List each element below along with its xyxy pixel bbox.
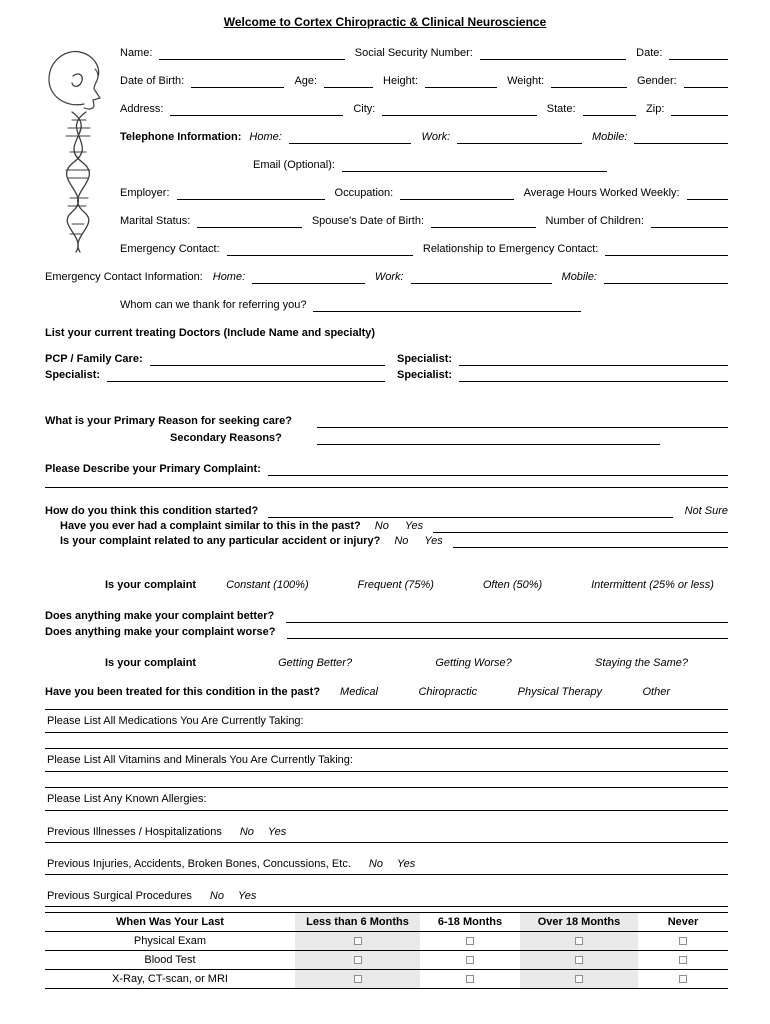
similar-complaint-label: Have you ever had a complaint similar to this in the past? bbox=[60, 520, 361, 532]
medications-section[interactable] bbox=[45, 709, 728, 733]
emergency-mobile-field[interactable] bbox=[604, 271, 728, 284]
emergency-home-field[interactable] bbox=[252, 271, 365, 284]
home-phone-label: Home: bbox=[249, 131, 282, 143]
describe-complaint-field[interactable] bbox=[268, 463, 728, 476]
children-label: Number of Children: bbox=[545, 215, 644, 227]
accident-no-option[interactable]: No bbox=[394, 535, 409, 547]
vitamins-section[interactable] bbox=[45, 748, 728, 772]
row-dob-age-height-weight-gender bbox=[120, 75, 728, 88]
accident-related-label: Is your complaint related to any particular accident or injury? bbox=[60, 535, 381, 547]
row-referral bbox=[120, 299, 728, 312]
table-row-physical-exam bbox=[45, 932, 728, 951]
city-label: City: bbox=[353, 103, 376, 115]
checkbox-xray-never[interactable] bbox=[679, 975, 687, 983]
specialist-col bbox=[45, 369, 397, 382]
emergency-mobile-label: Mobile: bbox=[561, 271, 597, 283]
frequency-frequent-option[interactable]: Frequent (75%) bbox=[357, 579, 434, 591]
row-name-ssn-date bbox=[120, 47, 728, 60]
previous-injuries-label: Previous Injuries, Accidents, Broken Bones, Concussions, Etc. bbox=[47, 858, 351, 870]
row-emergency-contact bbox=[120, 243, 728, 256]
zip-field[interactable] bbox=[671, 103, 728, 116]
date-label: Date: bbox=[636, 47, 663, 59]
emergency-relationship-field[interactable] bbox=[605, 243, 728, 256]
telephone-label: Telephone Information: bbox=[120, 131, 242, 143]
date-field[interactable] bbox=[669, 47, 728, 60]
trend-getting-worse-option[interactable]: Getting Worse? bbox=[435, 657, 512, 669]
illnesses-yes-option[interactable]: Yes bbox=[267, 826, 287, 838]
row-secondary-reasons bbox=[170, 432, 728, 445]
trend-options bbox=[278, 657, 728, 670]
specialist-1-field[interactable] bbox=[459, 353, 728, 366]
employer-label: Employer: bbox=[120, 187, 170, 199]
ssn-label: Social Security Number: bbox=[354, 47, 473, 59]
trend-staying-same-option[interactable]: Staying the Same? bbox=[595, 657, 688, 669]
checkbox-blood-test-over-18[interactable] bbox=[575, 956, 583, 964]
work-phone-label: Work: bbox=[421, 131, 451, 143]
secondary-reasons-field[interactable] bbox=[317, 432, 660, 445]
allergies-section[interactable] bbox=[45, 787, 728, 811]
row-complaint-better bbox=[45, 610, 728, 623]
surgical-yes-option[interactable]: Yes bbox=[237, 890, 257, 902]
gender-field[interactable] bbox=[684, 75, 728, 88]
specialist-3-label: Specialist: bbox=[397, 369, 453, 381]
treatment-chiropractic-option[interactable]: Chiropractic bbox=[418, 686, 478, 698]
avg-hours-field[interactable] bbox=[687, 187, 728, 200]
blood-test-label: Blood Test bbox=[45, 951, 295, 970]
specialist-1-label: Specialist: bbox=[397, 353, 453, 365]
not-sure-option[interactable]: Not Sure bbox=[684, 505, 728, 517]
frequency-intermittent-option[interactable]: Intermittent (25% or less) bbox=[591, 579, 714, 591]
treatment-options bbox=[340, 686, 728, 699]
row-previous-surgical bbox=[45, 890, 728, 907]
row-similar-complaint bbox=[60, 520, 728, 533]
table-row-xray bbox=[45, 970, 728, 989]
similar-no-option[interactable]: No bbox=[374, 520, 389, 532]
header-never: Never bbox=[638, 913, 728, 932]
spouse-dob-field[interactable] bbox=[431, 215, 536, 228]
weight-label: Weight: bbox=[507, 75, 545, 87]
employer-field[interactable] bbox=[177, 187, 325, 200]
emergency-relationship-label: Relationship to Emergency Contact: bbox=[422, 243, 599, 255]
row-email bbox=[253, 159, 728, 172]
pcp-label: PCP / Family Care: bbox=[45, 353, 143, 365]
checkbox-xray-6-18[interactable] bbox=[466, 975, 474, 983]
accident-related-field[interactable] bbox=[453, 535, 728, 548]
checkbox-physical-exam-never[interactable] bbox=[679, 937, 687, 945]
complaint-worse-field[interactable] bbox=[287, 626, 728, 639]
header-when-was-your-last: When Was Your Last bbox=[45, 913, 295, 932]
row-describe-complaint bbox=[45, 463, 728, 476]
marital-status-label: Marital Status: bbox=[120, 215, 191, 227]
header-6-18-months: 6-18 Months bbox=[420, 913, 520, 932]
email-field[interactable] bbox=[342, 159, 607, 172]
treatment-physical-therapy-option[interactable]: Physical Therapy bbox=[517, 686, 602, 698]
emergency-info-label: Emergency Contact Information: bbox=[45, 271, 203, 283]
personal-info-block bbox=[120, 47, 728, 256]
checkbox-blood-test-never[interactable] bbox=[679, 956, 687, 964]
treatment-other-option[interactable]: Other bbox=[642, 686, 670, 698]
row-treated-past bbox=[45, 686, 728, 699]
avg-hours-label: Average Hours Worked Weekly: bbox=[523, 187, 680, 199]
occupation-field[interactable] bbox=[400, 187, 513, 200]
checkbox-physical-exam-over-18[interactable] bbox=[575, 937, 583, 945]
height-field[interactable] bbox=[425, 75, 497, 88]
referral-field[interactable] bbox=[313, 299, 581, 312]
row-specialists bbox=[45, 369, 728, 382]
frequency-constant-option[interactable]: Constant (100%) bbox=[226, 579, 309, 591]
children-field[interactable] bbox=[651, 215, 728, 228]
height-label: Height: bbox=[383, 75, 418, 87]
xray-label: X-Ray, CT-scan, or MRI bbox=[45, 970, 295, 989]
complaint-better-label: Does anything make your complaint better? bbox=[45, 610, 275, 622]
row-condition-started bbox=[45, 505, 728, 518]
city-field[interactable] bbox=[382, 103, 536, 116]
row-complaint-worse bbox=[45, 626, 728, 639]
address-field[interactable] bbox=[170, 103, 343, 116]
doctors-heading: List your current treating Doctors (Include Name and specialty) bbox=[45, 327, 376, 339]
medications-label: Please List All Medications You Are Currently Taking: bbox=[47, 715, 304, 727]
frequency-options bbox=[226, 579, 728, 592]
row-pcp bbox=[45, 353, 728, 366]
checkbox-physical-exam-less-6[interactable] bbox=[354, 937, 362, 945]
allergies-label: Please List Any Known Allergies: bbox=[47, 793, 207, 805]
emergency-home-label: Home: bbox=[212, 271, 246, 283]
home-phone-field[interactable] bbox=[289, 131, 412, 144]
row-previous-illnesses bbox=[45, 826, 728, 843]
work-phone-field[interactable] bbox=[457, 131, 582, 144]
row-primary-reason bbox=[45, 415, 728, 428]
marital-status-field[interactable] bbox=[197, 215, 302, 228]
checkbox-physical-exam-6-18[interactable] bbox=[466, 937, 474, 945]
condition-started-label: How do you think this condition started? bbox=[45, 505, 259, 517]
checkbox-blood-test-less-6[interactable] bbox=[354, 956, 362, 964]
row-marital bbox=[120, 215, 728, 228]
age-label: Age: bbox=[294, 75, 318, 87]
when-was-your-last-table bbox=[45, 912, 728, 989]
secondary-reasons-label: Secondary Reasons? bbox=[170, 432, 282, 444]
state-field[interactable] bbox=[583, 103, 637, 116]
form-title bbox=[0, 15, 770, 29]
row-complaint-frequency bbox=[45, 579, 728, 592]
row-telephone bbox=[120, 131, 728, 144]
trend-getting-better-option[interactable]: Getting Better? bbox=[278, 657, 353, 669]
treated-past-label: Have you been treated for this condition in the past? bbox=[45, 686, 321, 698]
frequency-often-option[interactable]: Often (50%) bbox=[482, 579, 543, 591]
pcp-field[interactable] bbox=[150, 353, 385, 366]
physical-exam-label: Physical Exam bbox=[45, 932, 295, 951]
referral-label: Whom can we thank for referring you? bbox=[120, 299, 307, 311]
gender-label: Gender: bbox=[636, 75, 677, 87]
address-label: Address: bbox=[120, 103, 164, 115]
similar-complaint-field[interactable] bbox=[433, 520, 728, 533]
describe-complaint-label: Please Describe your Primary Complaint: bbox=[45, 463, 261, 475]
describe-complaint-extra-line[interactable] bbox=[45, 487, 728, 488]
primary-reason-label: What is your Primary Reason for seeking care? bbox=[45, 415, 292, 427]
checkbox-xray-over-18[interactable] bbox=[575, 975, 583, 983]
form-title-text: Welcome to Cortex Chiropractic & Clinical Neuroscience bbox=[223, 15, 547, 29]
mobile-phone-field[interactable] bbox=[634, 131, 728, 144]
surgical-no-option[interactable]: No bbox=[209, 890, 224, 902]
dob-label: Date of Birth: bbox=[120, 75, 185, 87]
age-field[interactable] bbox=[324, 75, 373, 88]
name-label: Name: bbox=[120, 47, 153, 59]
form-body bbox=[45, 47, 728, 989]
specialist-3-field[interactable] bbox=[459, 369, 728, 382]
specialist-2-label: Specialist: bbox=[45, 369, 101, 381]
previous-illnesses-label: Previous Illnesses / Hospitalizations bbox=[47, 826, 222, 838]
vitamins-label: Please List All Vitamins and Minerals You Are Currently Taking: bbox=[47, 754, 353, 766]
injuries-yes-option[interactable]: Yes bbox=[396, 858, 416, 870]
row-emergency-info bbox=[45, 271, 728, 284]
weight-field[interactable] bbox=[551, 75, 627, 88]
injuries-no-option[interactable]: No bbox=[368, 858, 383, 870]
zip-label: Zip: bbox=[646, 103, 665, 115]
treatment-medical-option[interactable]: Medical bbox=[340, 686, 378, 698]
is-your-complaint-label: Is your complaint bbox=[105, 579, 197, 591]
row-employer bbox=[120, 187, 728, 200]
accident-yes-option[interactable]: Yes bbox=[424, 535, 443, 547]
primary-reason-field[interactable] bbox=[317, 415, 728, 428]
header-over-18-months: Over 18 Months bbox=[520, 913, 638, 932]
row-accident-related bbox=[60, 535, 728, 548]
occupation-label: Occupation: bbox=[334, 187, 394, 199]
dob-field[interactable] bbox=[191, 75, 284, 88]
row-previous-injuries bbox=[45, 858, 728, 875]
email-label: Email (Optional): bbox=[253, 159, 335, 171]
specialist-2-field[interactable] bbox=[107, 369, 385, 382]
checkbox-blood-test-6-18[interactable] bbox=[466, 956, 474, 964]
emergency-contact-label: Emergency Contact: bbox=[120, 243, 220, 255]
table-row-blood-test bbox=[45, 951, 728, 970]
condition-started-field[interactable] bbox=[268, 505, 672, 518]
table-header-row bbox=[45, 913, 728, 932]
pcp-col bbox=[45, 353, 397, 366]
state-label: State: bbox=[546, 103, 576, 115]
spouse-dob-label: Spouse's Date of Birth: bbox=[311, 215, 425, 227]
mobile-phone-label: Mobile: bbox=[591, 131, 628, 143]
name-field[interactable] bbox=[159, 47, 344, 60]
complaint-better-field[interactable] bbox=[286, 610, 728, 623]
emergency-contact-field[interactable] bbox=[227, 243, 413, 256]
illnesses-no-option[interactable]: No bbox=[239, 826, 254, 838]
is-your-complaint-label-2: Is your complaint bbox=[105, 657, 197, 669]
emergency-work-label: Work: bbox=[374, 271, 404, 283]
emergency-work-field[interactable] bbox=[411, 271, 552, 284]
previous-surgical-label: Previous Surgical Procedures bbox=[47, 890, 192, 902]
header-less-than-6-months: Less than 6 Months bbox=[295, 913, 420, 932]
checkbox-xray-less-6[interactable] bbox=[354, 975, 362, 983]
row-address bbox=[120, 103, 728, 116]
ssn-field[interactable] bbox=[480, 47, 626, 60]
similar-yes-option[interactable]: Yes bbox=[404, 520, 424, 532]
row-complaint-trend bbox=[45, 657, 728, 670]
complaint-worse-label: Does anything make your complaint worse? bbox=[45, 626, 276, 638]
